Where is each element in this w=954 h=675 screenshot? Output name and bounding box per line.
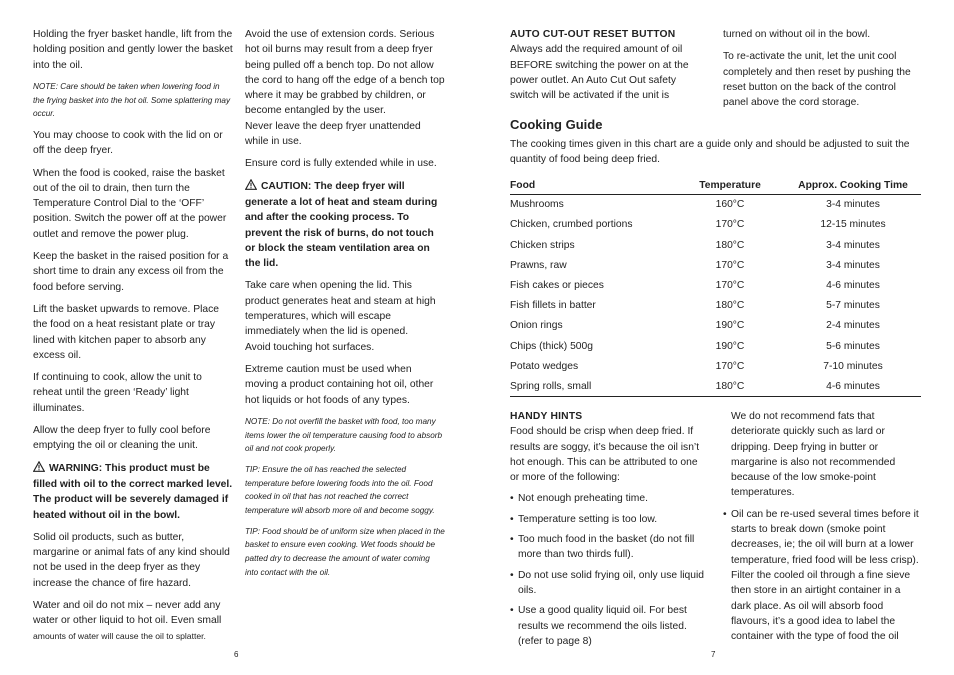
cooking-guide-section [510, 117, 921, 397]
temperature-cell: 190°C [715, 320, 745, 332]
tip: TIP: Food should be of uniform size when placed in the basket to ensure even cooking. Wet foods should be patted dry to decrease the amount of water coming into contact with the oil. [245, 526, 445, 577]
note: NOTE: Care should be taken when lowering food in the frying basket into the hot oil. Some splattering may occur. [33, 81, 231, 119]
list-item: • Too much food in the basket (do not fill more than two thirds full). [510, 532, 708, 563]
auto-cutout-continued [723, 27, 919, 117]
temperature-cell: 170°C [715, 259, 745, 271]
page-number: 7 [711, 650, 716, 659]
paragraph: turned on without oil in the bowl. [723, 29, 871, 40]
paragraph: We do not recommend fats that deteriorate quickly such as lard or dripping. Deep frying in butter or margarine is also not recommended because of the low smoke-point temperatures. [731, 411, 896, 499]
paragraph: Avoid touching hot surfaces. [245, 341, 375, 353]
paragraph: You may choose to cook with the lid on or off the deep fryer. [33, 130, 223, 157]
section-heading: HANDY HINTS [510, 411, 583, 422]
caution-text: CAUTION: The deep fryer will generate a lot of heat and steam during and after the cooking process. To prevent the risk of burns, do not touch or block the steam ventilation area on the lid. [245, 180, 438, 270]
section-heading: AUTO CUT-OUT RESET BUTTON [510, 29, 676, 40]
table-row [510, 255, 921, 275]
cooking-time-cell: 3-4 minutes [826, 199, 880, 211]
food-cell: Fish cakes or pieces [510, 279, 604, 291]
hints-intro: Food should be crisp when deep fried. If results are soggy, it’s because the oil isn’t hot enough. This can be attributed to one or more of the following: [510, 426, 700, 484]
cooking-time-cell: 4-6 minutes [785, 376, 921, 397]
paragraph: Extreme caution must be used when moving a product containing hot oil, other hot liquids or hot foods of any types. [245, 363, 434, 406]
paragraph: Never leave the deep fryer unattended while in use. [245, 120, 421, 148]
table-row [510, 235, 921, 255]
table-row [510, 316, 921, 336]
temperature-cell: 190°C [715, 340, 745, 352]
table-row [510, 194, 921, 215]
cooking-time-cell: 2-4 minutes [826, 320, 880, 332]
cooking-time-cell: 12-15 minutes [820, 219, 886, 231]
warning-triangle-icon [245, 179, 257, 195]
list-item: • Use a good quality liquid oil. For best results we recommend the oils listed. (refer to page 8) [510, 603, 708, 649]
food-cell: Mushrooms [510, 199, 564, 211]
temperature-cell: 170°C [715, 279, 745, 291]
paragraph-part: amounts of water will cause the oil to splatter. [33, 630, 206, 641]
paragraph [33, 598, 233, 644]
table-row [510, 376, 921, 397]
food-cell: Prawns, raw [510, 259, 567, 271]
column-header: Approx. Cooking Time [785, 178, 921, 195]
temperature-cell: 170°C [715, 219, 745, 231]
table-header-row [510, 178, 921, 195]
caution-block [245, 179, 445, 272]
paragraph: Lift the basket upwards to remove. Place the food on a heat resistant plate or tray lined with kitchen paper to absorb any excess oil. [33, 303, 220, 361]
cooking-time-cell: 7-10 minutes [823, 360, 883, 372]
temperature-cell: 180°C [715, 300, 745, 312]
paragraph: Solid oil products, such as butter, margarine or animal fats of any kind should not be used in the deep fryer as they increase the chance of fire hazard. [33, 531, 230, 589]
cooking-time-cell: 5-6 minutes [826, 340, 880, 352]
handy-hints-section [510, 409, 708, 654]
temperature-cell: 160°C [715, 199, 745, 211]
temperature-cell: 170°C [715, 360, 745, 372]
list-item: • Do not use solid frying oil, only use liquid oils. [510, 568, 708, 599]
paragraph: Always add the required amount of oil BEFORE switching the power on at the power outlet. An Auto Cut Out safety switch will be activated if the unit is [510, 44, 689, 102]
left-page-column-2 [245, 27, 445, 587]
section-heading: Cooking Guide [510, 117, 603, 132]
food-cell: Chicken strips [510, 239, 575, 251]
paragraph: Ensure cord is fully extended while in use. [245, 158, 437, 170]
tip: TIP: Ensure the oil has reached the selected temperature before lowering foods into the oil. Food cooked in oil that has not reached the correct temperature will absorb more oil and become soggy. [245, 464, 435, 516]
temperature-cell: 180°C [715, 239, 745, 251]
table-row [510, 296, 921, 316]
hints-list [510, 491, 708, 649]
food-cell: Chicken, crumbed portions [510, 219, 633, 231]
table-row [510, 275, 921, 295]
table-row [510, 356, 921, 376]
paragraph: Take care when opening the lid. This product generates heat and steam at high temperatures, which will escape immediately when the lid is opened. [245, 280, 436, 338]
list-item: • Temperature setting is too low. [510, 512, 708, 527]
table-body [510, 194, 921, 397]
temperature-cell: 180°C [675, 376, 785, 397]
paragraph: Holding the fryer basket handle, lift from the holding position and gently lower the basket into the oil. [33, 29, 233, 71]
table-row [510, 215, 921, 235]
paragraph: If continuing to cook, allow the unit to reheat until the green ‘Ready’ light illuminates. [33, 372, 202, 414]
paragraph: When the food is cooked, raise the basket out of the oil to drain, then turn the Temperature Control Dial to the ‘OFF’ position. Switch the power off at the power outlet and remove the power plug. [33, 167, 227, 240]
paragraph: Avoid the use of extension cords. Serious hot oil burns may result from a deep fryer being pulled off a bench top. Do not allow the cord to hang off the edge of a bench top where it may be grabbed by children, or become entangled by the user. [245, 29, 445, 117]
column-header: Temperature [675, 178, 785, 195]
page-number: 6 [234, 650, 239, 659]
column-header: Food [510, 178, 675, 195]
auto-cutout-section [510, 27, 705, 103]
paragraph: Keep the basket in the raised position for a short time to drain any excess oil from the food before serving. [33, 251, 229, 293]
cooking-guide-table [510, 178, 921, 398]
note: NOTE: Do not overfill the basket with food, too many items lower the oil temperature causing food to absorb oil and not cook properly. [245, 416, 443, 454]
hints-list [723, 507, 923, 645]
food-cell: Onion rings [510, 320, 563, 332]
handy-hints-continued [723, 409, 923, 649]
paragraph: To re-activate the unit, let the unit cool completely and then reset by pushing the reset button on the back of the control panel above the cord storage. [723, 51, 911, 109]
food-cell: Fish fillets in batter [510, 300, 596, 312]
warning-text: WARNING: This product must be filled with oil to the correct marked level. The product will be severely damaged if heated without oil in the bowl. [33, 462, 233, 521]
warning-block [33, 461, 233, 523]
list-item: • Oil can be re-used several times before it starts to break down (smoke point decreases, ie; the oil will burn at a lower temperature, fried food will be less crisp). Filter the cooled oil through a fine sieve then store in an airtight container in a dark place. As oil will absorb food flavours, it’s a good idea to label the container with the type of food the oil [723, 507, 923, 645]
cooking-time-cell: 3-4 minutes [826, 259, 880, 271]
paragraph-part: Water and oil do not mix – never add any water or other liquid to hot oil. Even small [33, 600, 222, 627]
food-cell: Spring rolls, small [510, 376, 675, 397]
food-cell: Chips (thick) 500g [510, 340, 593, 352]
cooking-time-cell: 3-4 minutes [826, 239, 880, 251]
left-page-column-1 [33, 27, 233, 644]
table-row [510, 336, 921, 356]
cooking-time-cell: 5-7 minutes [826, 300, 880, 312]
paragraph: Allow the deep fryer to fully cool before emptying the oil or cleaning the unit. [33, 425, 211, 452]
cooking-time-cell: 4-6 minutes [826, 279, 880, 291]
guide-intro: The cooking times given in this chart are a guide only and should be adjusted to suit the quantity of food being deep fried. [510, 139, 910, 166]
list-item: • Not enough preheating time. [510, 491, 708, 506]
warning-triangle-icon [33, 461, 45, 477]
food-cell: Potato wedges [510, 360, 579, 372]
